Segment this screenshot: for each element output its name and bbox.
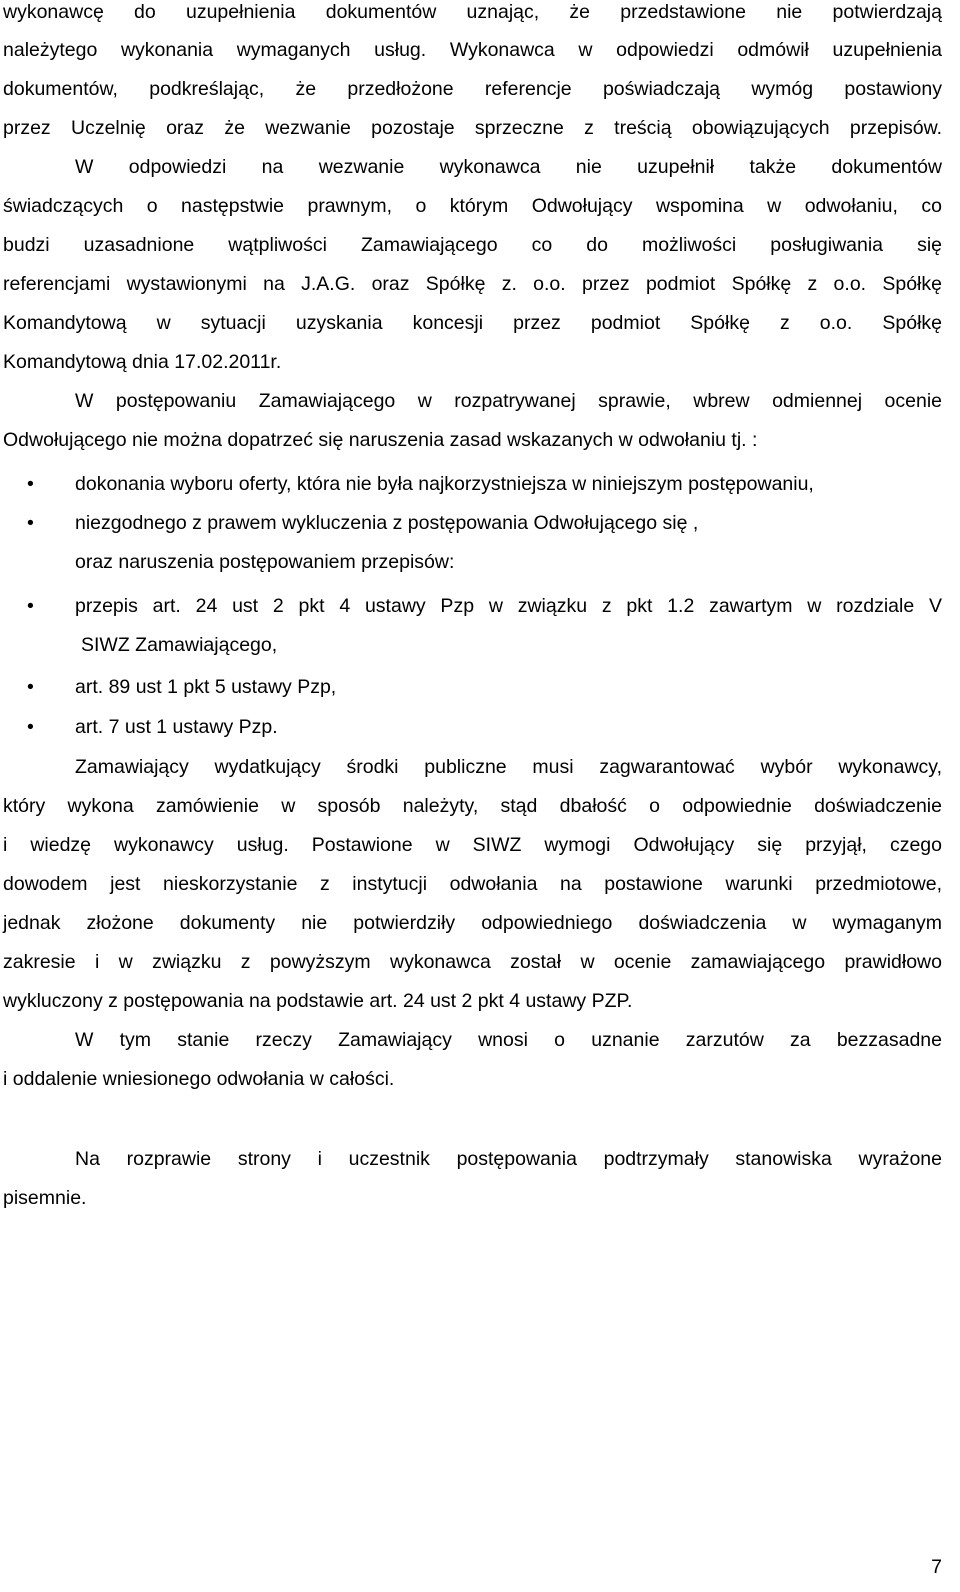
- text-line: i wiedzę wykonawcy usług. Postawione w SIWZ wymogi Odwołujący się przyjął, czego: [3, 834, 942, 856]
- text-line: Zamawiający wydatkujący środki publiczne musi zagwarantować wybór wykonawcy,: [75, 756, 942, 778]
- text-line: Odwołującego nie można dopatrzeć się naruszenia zasad wskazanych w odwołaniu tj. :: [3, 429, 758, 451]
- text-line: jednak złożone dokumenty nie potwierdziły odpowiedniego doświadczenia w wymaganym: [3, 912, 942, 934]
- text-line: który wykona zamówienie w sposób należyty, stąd dbałość o odpowiednie doświadczenie: [3, 795, 942, 817]
- text-line: Komandytową dnia 17.02.2011r.: [3, 351, 282, 373]
- text-line: budzi uzasadnione wątpliwości Zamawiającego co do możliwości posługiwania się: [3, 234, 942, 256]
- text-line: świadczących o następstwie prawnym, o którym Odwołujący wspomina w odwołaniu, co: [3, 195, 942, 217]
- text-line: referencjami wystawionymi na J.A.G. oraz Spółkę z. o.o. przez podmiot Spółkę z o.o. Spółkę: [3, 273, 942, 295]
- bullet-icon: •: [27, 676, 34, 698]
- page-number: 7: [931, 1556, 942, 1578]
- list-item: niezgodnego z prawem wykluczenia z postępowania Odwołującego się ,: [75, 512, 699, 534]
- text-line: pisemnie.: [3, 1187, 87, 1209]
- list-item: art. 89 ust 1 pkt 5 ustawy Pzp,: [75, 676, 337, 698]
- list-item: dokonania wyboru oferty, która nie była najkorzystniejsza w niniejszym postępowaniu,: [75, 473, 814, 495]
- bullet-icon: •: [27, 716, 34, 738]
- text-line: W postępowaniu Zamawiającego w rozpatrywanej sprawie, wbrew odmiennej ocenie: [75, 390, 942, 412]
- text-line: Na rozprawie strony i uczestnik postępowania podtrzymały stanowiska wyrażone: [75, 1148, 942, 1170]
- text-line: dokumentów, podkreślając, że przedłożone referencje poświadczają wymóg postawiony: [3, 78, 942, 100]
- list-item: art. 7 ust 1 ustawy Pzp.: [75, 716, 278, 738]
- text-line: zakresie i w związku z powyższym wykonawca został w ocenie zamawiającego prawidłowo: [3, 951, 942, 973]
- text-line: i oddalenie wniesionego odwołania w całości.: [3, 1068, 395, 1090]
- text-line: Komandytową w sytuacji uzyskania koncesji przez podmiot Spółkę z o.o. Spółkę: [3, 312, 942, 334]
- text-line: dowodem jest nieskorzystanie z instytucji odwołania na postawione warunki przedmiotowe,: [3, 873, 942, 895]
- bullet-icon: •: [27, 512, 34, 534]
- text-line: W odpowiedzi na wezwanie wykonawca nie uzupełnił także dokumentów: [75, 156, 942, 178]
- list-item-continuation: SIWZ Zamawiającego,: [81, 634, 278, 656]
- text-line: przez Uczelnię oraz że wezwanie pozostaje sprzeczne z treścią obowiązujących przepisów.: [3, 117, 942, 139]
- text-line: wykonawcę do uzupełnienia dokumentów uznając, że przedstawione nie potwierdzają: [3, 1, 942, 23]
- text-line: oraz naruszenia postępowaniem przepisów:: [75, 551, 455, 573]
- list-item: przepis art. 24 ust 2 pkt 4 ustawy Pzp w związku z pkt 1.2 zawartym w rozdziale V: [75, 595, 942, 617]
- text-line: należytego wykonania wymaganych usług. Wykonawca w odpowiedzi odmówił uzupełnienia: [3, 39, 942, 61]
- text-line: W tym stanie rzeczy Zamawiający wnosi o uznanie zarzutów za bezzasadne: [75, 1029, 942, 1051]
- bullet-icon: •: [27, 473, 34, 495]
- bullet-icon: •: [27, 595, 34, 617]
- text-line: wykluczony z postępowania na podstawie art. 24 ust 2 pkt 4 ustawy PZP.: [3, 990, 633, 1012]
